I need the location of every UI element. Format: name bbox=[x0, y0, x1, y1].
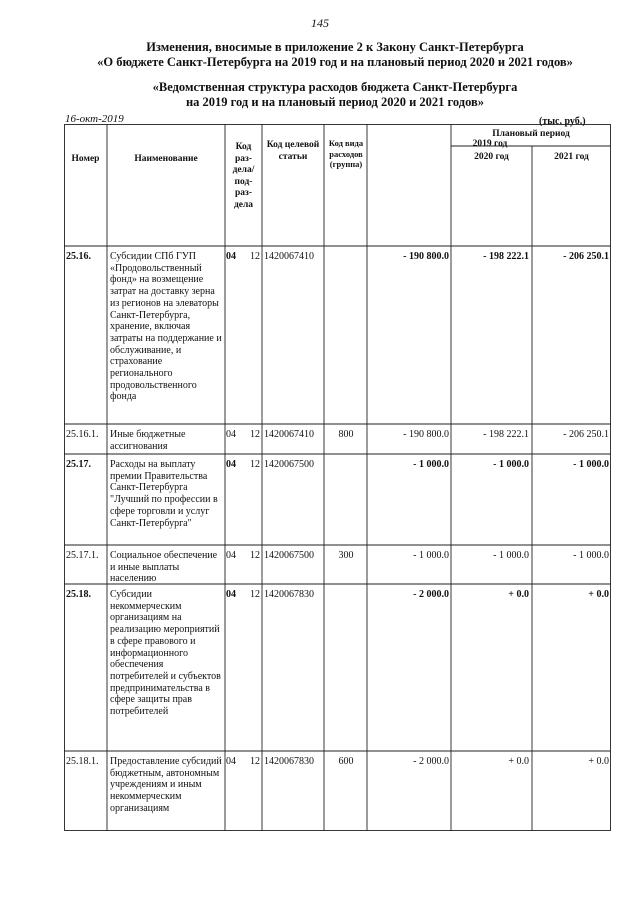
cell-name: Субсидии некоммерческим организациям на реализацию мероприятий в сфере правового и информационного обеспечения потребителей и субъектов предпринимательства в сфере защиты прав потребителей bbox=[110, 589, 221, 718]
cell-subsection: 12 bbox=[250, 589, 260, 600]
cell-target: 1420067410 bbox=[264, 429, 314, 440]
header-planned-period: Плановый период bbox=[492, 129, 570, 139]
cell-subsection: 12 bbox=[250, 756, 260, 767]
document-date: 16-окт-2019 bbox=[65, 113, 124, 125]
cell-expense-type: 300 bbox=[338, 550, 354, 561]
cell-expense-type: 600 bbox=[338, 756, 354, 767]
cell-subsection: 12 bbox=[250, 429, 260, 440]
document-title bbox=[70, 40, 600, 70]
cell-number: 25.16.1. bbox=[66, 429, 99, 440]
header-number: Номер bbox=[71, 154, 100, 164]
cell-number: 25.17.1. bbox=[66, 550, 99, 561]
cell-target: 1420067500 bbox=[264, 459, 314, 470]
cell-name: Социальное обеспечение и иные выплаты населению bbox=[110, 550, 218, 585]
cell-subsection: 12 bbox=[250, 251, 260, 262]
title-line-2: «О бюджете Санкт-Петербурга на 2019 год и на плановый период 2020 и 2021 годов» bbox=[97, 55, 573, 69]
cell-target: 1420067830 bbox=[264, 589, 314, 600]
document-subtitle bbox=[70, 80, 600, 110]
cell-section: 04 bbox=[226, 459, 236, 470]
cell-expense-type: 800 bbox=[338, 429, 354, 440]
page-number: 145 bbox=[311, 16, 329, 30]
header-name: Наименование bbox=[134, 154, 198, 164]
cell-y2019: - 190 800.0 bbox=[403, 429, 449, 440]
cell-y2019: - 190 800.0 bbox=[403, 251, 449, 262]
cell-y2019: - 1 000.0 bbox=[413, 459, 449, 470]
cell-y2021: + 0.0 bbox=[588, 756, 609, 767]
title-line-1: Изменения, вносимые в приложение 2 к Закону Санкт-Петербурга bbox=[146, 40, 524, 54]
cell-section: 04 bbox=[226, 429, 236, 440]
cell-y2021: - 206 250.1 bbox=[563, 429, 609, 440]
cell-y2020: - 198 222.1 bbox=[483, 251, 529, 262]
cell-number: 25.18.1. bbox=[66, 756, 99, 767]
units-label: (тыс. руб.) bbox=[539, 116, 586, 127]
header-target: Код целевой статьи bbox=[266, 140, 320, 162]
cell-section: 04 bbox=[226, 251, 236, 262]
expense-table bbox=[64, 124, 611, 831]
cell-y2019: - 2 000.0 bbox=[413, 756, 449, 767]
cell-y2021: - 206 250.1 bbox=[563, 251, 609, 262]
cell-section: 04 bbox=[226, 589, 236, 600]
header-expense-type: Код вида расходов (группа) bbox=[328, 138, 364, 169]
cell-y2020: - 1 000.0 bbox=[493, 550, 529, 561]
cell-number: 25.16. bbox=[66, 251, 91, 262]
cell-target: 1420067830 bbox=[264, 756, 314, 767]
cell-y2021: - 1 000.0 bbox=[573, 459, 609, 470]
cell-subsection: 12 bbox=[250, 550, 260, 561]
cell-target: 1420067410 bbox=[264, 251, 314, 262]
cell-y2020: - 1 000.0 bbox=[493, 459, 529, 470]
cell-number: 25.18. bbox=[66, 589, 91, 600]
cell-subsection: 12 bbox=[250, 459, 260, 470]
subtitle-line-1: «Ведомственная структура расходов бюджета Санкт-Петербурга bbox=[152, 80, 518, 94]
cell-y2019: - 2 000.0 bbox=[413, 589, 449, 600]
cell-name: Расходы на выплату премии Правительства Санкт-Петербурга "Лучший по профессии в сфере торговли и услуг Санкт-Петербурга" bbox=[110, 459, 218, 529]
cell-y2021: + 0.0 bbox=[588, 589, 609, 600]
header-section: Код раз-дела/ под-раз-дела bbox=[232, 142, 255, 210]
header-2021: 2021 год bbox=[554, 152, 589, 162]
cell-y2019: - 1 000.0 bbox=[413, 550, 449, 561]
header-2020: 2020 год bbox=[474, 152, 509, 162]
cell-name: Предоставление субсидий бюджетным, автономным учреждениям и иным некоммерческим организациям bbox=[110, 756, 222, 814]
cell-section: 04 bbox=[226, 756, 236, 767]
cell-y2020: - 198 222.1 bbox=[483, 429, 529, 440]
subtitle-line-2: на 2019 год и на плановый период 2020 и 2021 годов» bbox=[185, 95, 485, 109]
cell-y2020: + 0.0 bbox=[508, 589, 529, 600]
cell-y2020: + 0.0 bbox=[508, 756, 529, 767]
cell-target: 1420067500 bbox=[264, 550, 314, 561]
header-2019: 2019 год bbox=[472, 139, 508, 149]
cell-y2021: - 1 000.0 bbox=[573, 550, 609, 561]
cell-name: Субсидии СПб ГУП «Продовольственный фонд» на возмещение затрат на доставку зерна из регионов на элеваторы Санкт-Петербурга, хранение, включая затраты на поддержание и обслуживание, и страхование регионального продовольственного фонда bbox=[110, 251, 222, 403]
cell-name: Иные бюджетные ассигнования bbox=[110, 429, 186, 452]
cell-section: 04 bbox=[226, 550, 236, 561]
cell-number: 25.17. bbox=[66, 459, 91, 470]
